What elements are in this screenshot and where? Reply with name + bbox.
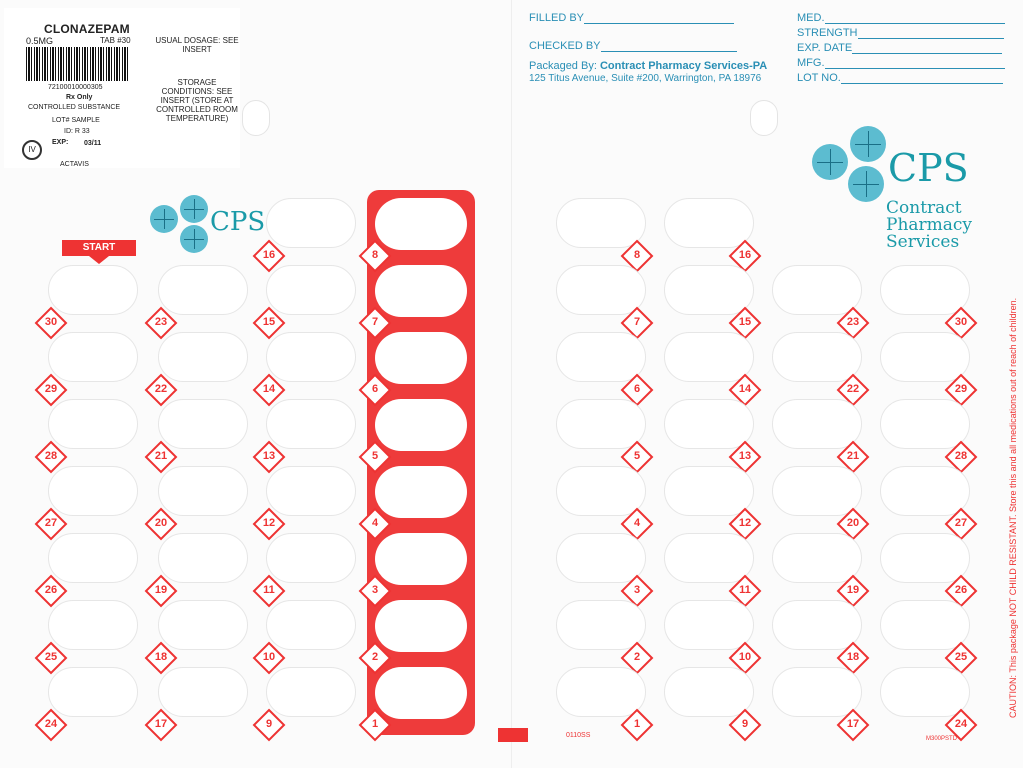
day-number-25: 25 [948,645,974,671]
day-number-9: 9 [732,712,758,738]
start-arrow: START [62,240,136,256]
day-number-7: 7 [362,310,388,336]
barcode-number: 72100010000305 [48,84,103,91]
day-number-17: 17 [148,712,174,738]
checked-by-label: CHECKED BY [529,40,601,52]
day-number-13: 13 [256,444,282,470]
pill-icon [180,225,208,253]
day-number-1: 1 [362,712,388,738]
day-number-3: 3 [624,578,650,604]
day-number-29: 29 [948,377,974,403]
day-number-10: 10 [256,645,282,671]
drug-dose: 0.5MG [26,36,54,46]
day-number-2: 2 [624,645,650,671]
schedule-iv-icon: IV [22,140,42,160]
pharmacy-label [4,8,240,168]
mfg-field[interactable]: MFG. [797,57,1005,69]
filled-by-label: FILLED BY [529,12,585,24]
day-number-4: 4 [624,511,650,537]
company-name: Contract Pharmacy Services [886,198,973,252]
cps-letters: CPS [888,146,969,190]
exp-date-field[interactable]: EXP. DATE [797,42,1002,54]
day-number-13: 13 [732,444,758,470]
day-number-23: 23 [840,310,866,336]
day-number-15: 15 [256,310,282,336]
controlled-substance: CONTROLLED SUBSTANCE [28,104,121,111]
day-number-11: 11 [732,578,758,604]
filled-by-field[interactable] [529,12,734,24]
checked-by-field[interactable] [529,40,737,52]
day-number-27: 27 [38,511,64,537]
day-number-21: 21 [840,444,866,470]
storage-conditions: STORAGE CONDITIONS: SEE INSERT (STORE AT CONTROLLED ROOM TEMPERATURE) [156,78,238,123]
day-number-17: 17 [840,712,866,738]
day-number-5: 5 [624,444,650,470]
lot-number: LOT# SAMPLE [52,117,100,124]
day-number-28: 28 [38,444,64,470]
day-number-27: 27 [948,511,974,537]
day-number-7: 7 [624,310,650,336]
day-number-23: 23 [148,310,174,336]
day-number-28: 28 [948,444,974,470]
pill-icon [850,126,886,162]
day-number-21: 21 [148,444,174,470]
day-number-12: 12 [256,511,282,537]
red-marker [498,728,528,742]
strength-field[interactable]: STRENGTH [797,27,1004,39]
day-number-16: 16 [732,243,758,269]
day-number-19: 19 [840,578,866,604]
day-number-4: 4 [362,511,388,537]
day-number-1: 1 [624,712,650,738]
day-number-12: 12 [732,511,758,537]
day-number-22: 22 [148,377,174,403]
day-number-18: 18 [148,645,174,671]
tab-count: TAB #30 [100,36,131,45]
day-number-15: 15 [732,310,758,336]
day-number-10: 10 [732,645,758,671]
packaged-by: Packaged By: Contract Pharmacy Services-PA [529,60,768,72]
day-number-14: 14 [732,377,758,403]
day-number-30: 30 [38,310,64,336]
day-number-26: 26 [948,578,974,604]
day-number-5: 5 [362,444,388,470]
rx-only: Rx Only [66,94,93,101]
day-number-26: 26 [38,578,64,604]
day-number-6: 6 [624,377,650,403]
day-number-22: 22 [840,377,866,403]
drug-name: CLONAZEPAM [44,22,130,36]
day-number-20: 20 [148,511,174,537]
day-number-24: 24 [948,712,974,738]
day-number-2: 2 [362,645,388,671]
usual-dosage: USUAL DOSAGE: SEE INSERT [155,36,239,54]
id-code: ID: R 33 [64,128,90,135]
day-number-19: 19 [148,578,174,604]
exp-label: EXP: [52,139,69,146]
day-number-3: 3 [362,578,388,604]
hang-notch-left [242,100,270,136]
day-number-11: 11 [256,578,282,604]
day-number-9: 9 [256,712,282,738]
pill-icon [812,144,848,180]
card-code-right: M300PSTD [926,736,958,742]
day-number-8: 8 [362,243,388,269]
day-number-8: 8 [624,243,650,269]
pill-icon [150,205,178,233]
pill-icon [180,195,208,223]
packager-address: 125 Titus Avenue, Suite #200, Warrington, PA 18976 [529,73,762,84]
caution-text: CAUTION: This package NOT CHILD RESISTANT. Store this and all medications out of reach of children. [1008,297,1018,718]
card-code-left: 0110SS [566,732,591,739]
exp-value: 03/11 [84,140,102,147]
pill-icon [848,166,884,202]
cps-letters: CPS [210,207,266,237]
manufacturer: ACTAVIS [60,161,89,168]
day-number-20: 20 [840,511,866,537]
med-field[interactable]: MED. [797,12,1005,24]
day-number-29: 29 [38,377,64,403]
day-number-6: 6 [362,377,388,403]
day-number-24: 24 [38,712,64,738]
fold-line [511,0,512,768]
day-number-16: 16 [256,243,282,269]
barcode [26,47,130,81]
day-number-30: 30 [948,310,974,336]
hang-notch-right [750,100,778,136]
packager-name: Contract Pharmacy Services-PA [599,60,768,72]
lot-no-field[interactable]: LOT NO. [797,72,1003,84]
day-number-25: 25 [38,645,64,671]
day-number-14: 14 [256,377,282,403]
day-number-18: 18 [840,645,866,671]
